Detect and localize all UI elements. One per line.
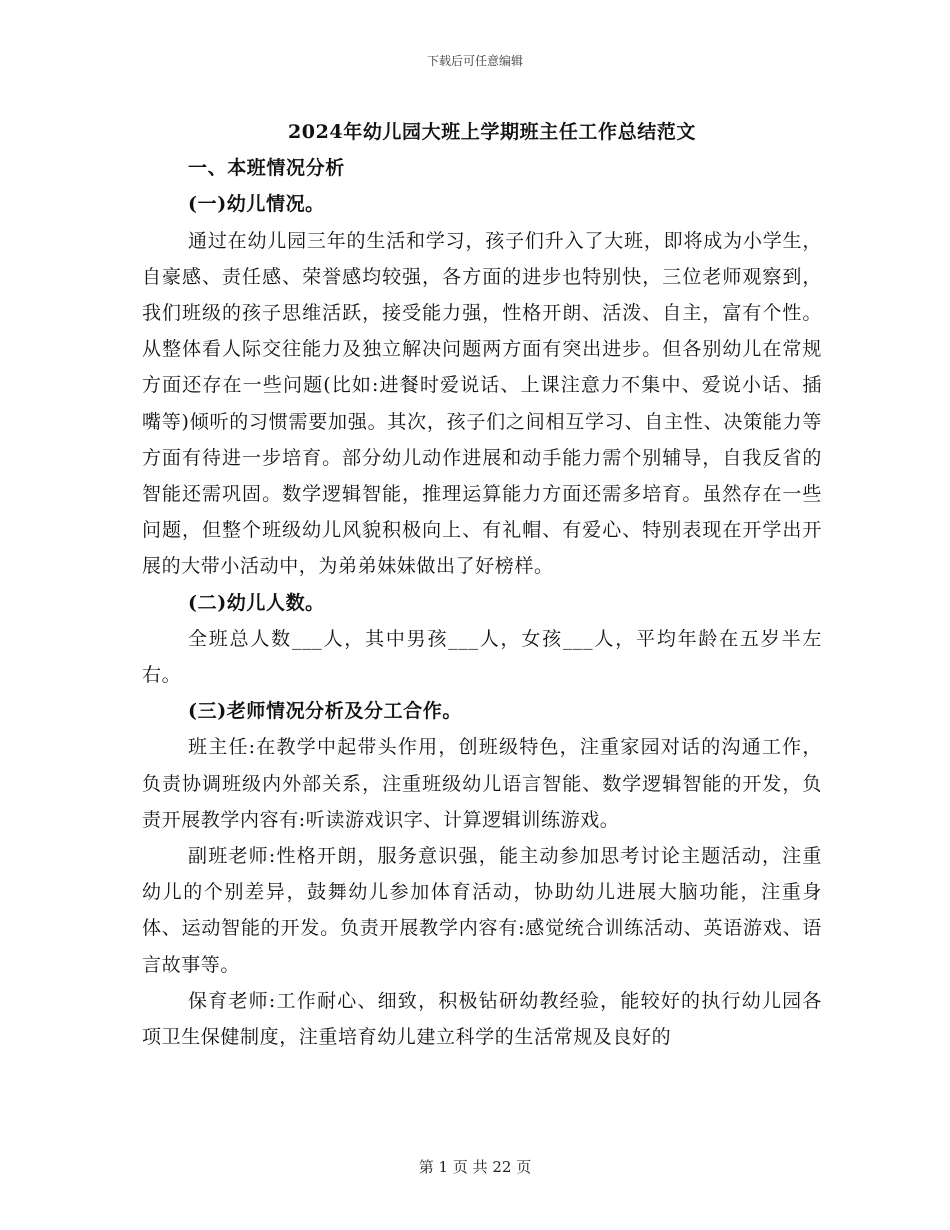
subsection-heading-2: (二)幼儿人数。 [188, 591, 325, 614]
header-note: 下载后可任意编辑 [426, 54, 523, 68]
paragraph-children-situation: 通过在幼儿园三年的生活和学习，孩子们升入了大班，即将成为小学生，自豪感、责任感、荣誉感均较强，各方面的进步也特别快，三位老师观察到，我们班级的孩子思维活跃，接受能力强，性格开朗、活泼、自主，富有个性。从整体看人际交往能力及独立解决问题两方面有突出进步。但各别幼儿在常规方面还存在一些问题(比如:进餐时爱说话、上课注意力不集中、爱说小话、插嘴等)倾听的习惯需要加强。其次，孩子们之间相互学习、自主性、决策能力等方面有待进一步培育。部分幼儿动作进展和动手能力需个别辅导，自我反省的智能还需巩固。数学逻辑智能，推理运算能力方面还需多培育。虽然存在一些问题，但整个班级幼儿风貌积极向上、有礼帽、有爱心、特别表现在开学出开展的大带小活动中，为弟弟妹妹做出了好榜样。 [142, 229, 822, 578]
page-footer: 第 1 页 共 22 页 [418, 1158, 532, 1176]
subsection-heading-3: (三)老师情况分析及分工合作。 [188, 700, 462, 723]
subsection-heading-1: (一)幼儿情况。 [188, 193, 325, 216]
paragraph-children-count: 全班总人数___人，其中男孩___人，女孩___人，平均年龄在五岁半左右。 [142, 627, 822, 687]
paragraph-care-teacher: 保育老师:工作耐心、细致，积极钻研幼教经验，能较好的执行幼儿园各项卫生保健制度，注重培育幼儿建立科学的生活常规及良好的 [142, 989, 822, 1049]
paragraph-head-teacher: 班主任:在教学中起带头作用，创班级特色，注重家园对话的沟通工作，负责协调班级内外部关系，注重班级幼儿语言智能、数学逻辑智能的开发，负责开展教学内容有:听读游戏识字、计算逻辑训练游戏。 [142, 736, 822, 831]
document-body [142, 114, 822, 1055]
document-title: 2024年幼儿园大班上学期班主任工作总结范文 [287, 121, 697, 143]
paragraph-assistant-teacher: 副班老师:性格开朗，服务意识强，能主动参加思考讨论主题活动，注重幼儿的个别差异，鼓舞幼儿参加体育活动，协助幼儿进展大脑功能，注重身体、运动智能的开发。负责开展教学内容有:感觉统合训练活动、英语游戏、语言故事等。 [142, 845, 822, 976]
section-heading-1: 一、本班情况分析 [188, 157, 345, 180]
